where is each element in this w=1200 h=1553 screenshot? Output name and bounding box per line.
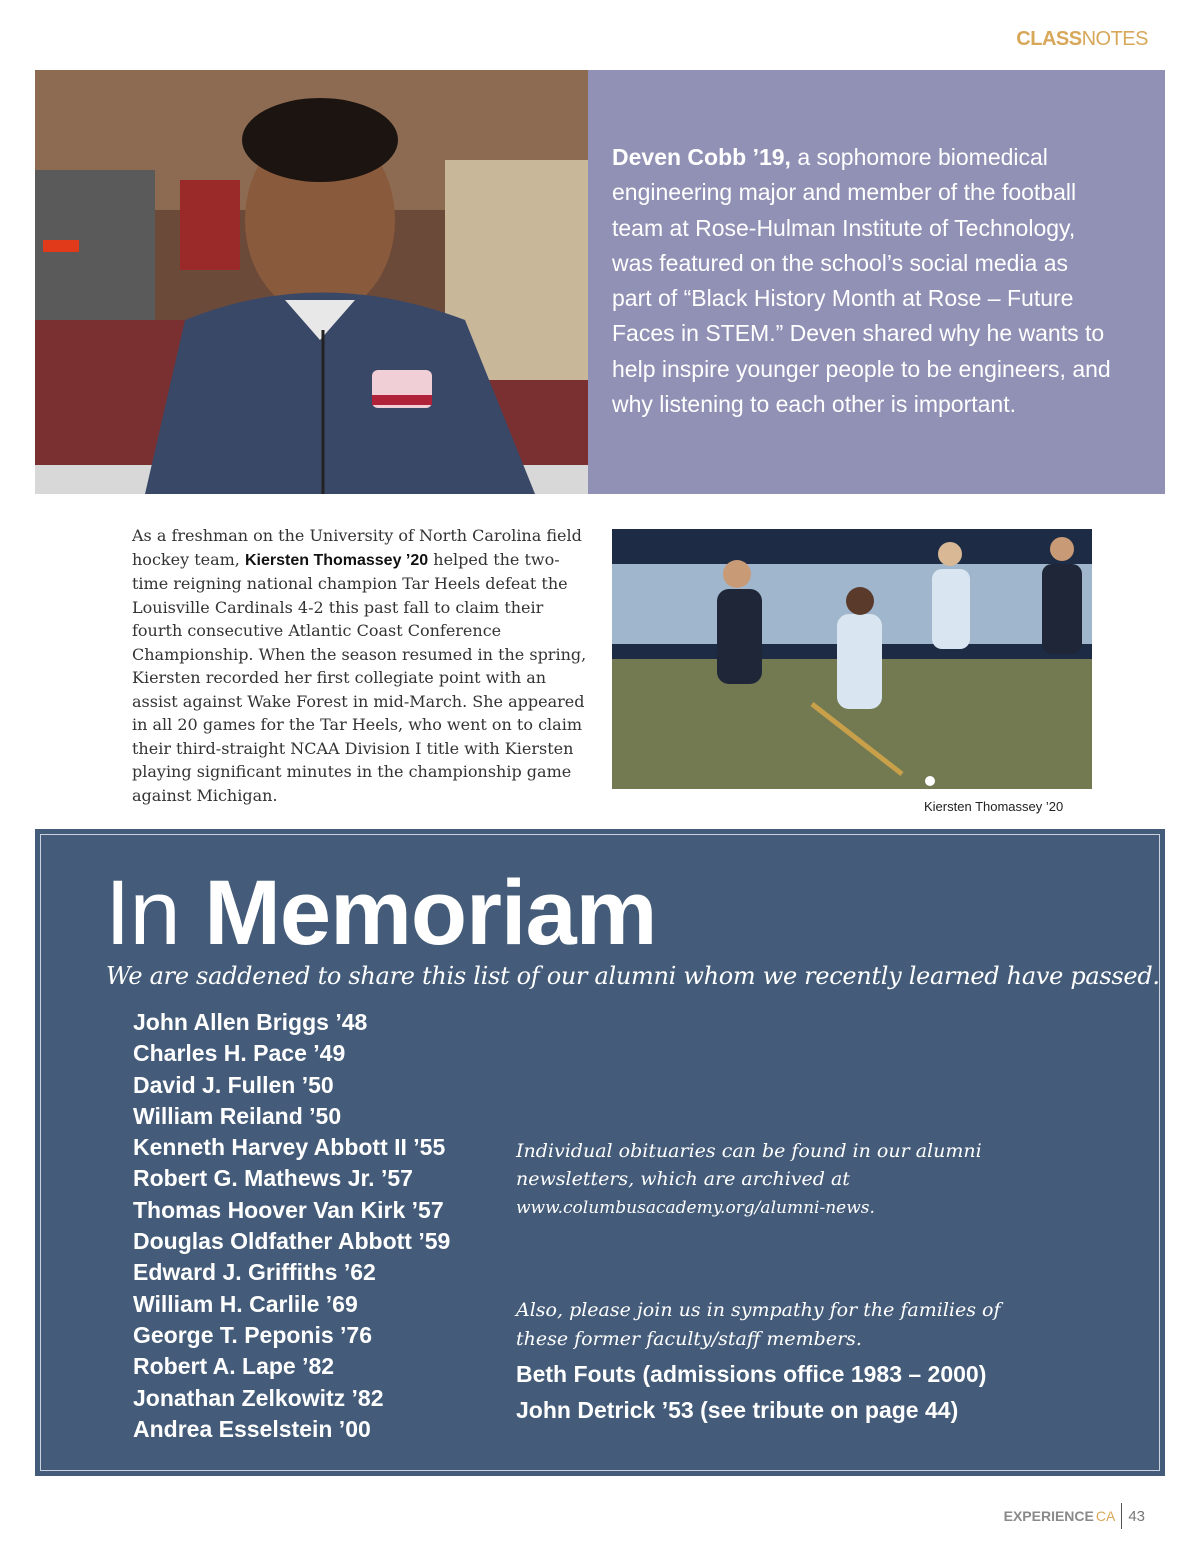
list-item: Jonathan Zelkowitz ’82 bbox=[133, 1384, 384, 1411]
photo-caption: Kiersten Thomassey ’20 bbox=[924, 799, 1064, 814]
obituary-url-link[interactable]: www.columbusacademy.org/alumni-news. bbox=[516, 1198, 875, 1218]
deven-feature-text bbox=[612, 140, 1112, 422]
obituary-note-text: Individual obituaries can be found in our alumni newsletters, which are archived at bbox=[516, 1140, 982, 1190]
deven-cobb-photo bbox=[35, 70, 588, 494]
kiersten-text-after: helped the two-time reigning national champion Tar Heels defeat the Louisville Cardinals 4-2 this past fall to claim their fourth consecutive Atlantic Coast Conference Championship. When the season resumed in the spring, Kiersten recorded her first collegiate point with an assist against Wake Forest in mid-March. She appeared in all 20 games for the Tar Heels, who went on to claim their third-straight NCAA Division I title with Kiersten playing significant minutes in the championship game against Michigan. bbox=[132, 549, 587, 805]
list-item: John Detrick ’53 (see tribute on page 44) bbox=[516, 1397, 959, 1423]
title-light: In bbox=[105, 862, 180, 964]
kiersten-feature-text bbox=[132, 524, 587, 807]
in-memoriam-title bbox=[105, 858, 656, 968]
list-item: John Allen Briggs ’48 bbox=[133, 1009, 368, 1035]
section-header bbox=[1016, 28, 1148, 51]
page-footer bbox=[1004, 1503, 1145, 1529]
section-header-light: NOTES bbox=[1081, 28, 1148, 50]
list-item: George T. Peponis ’76 bbox=[133, 1321, 373, 1348]
section-header-bold: CLASS bbox=[1016, 28, 1082, 50]
list-item: Charles H. Pace ’49 bbox=[133, 1040, 346, 1067]
list-item: Robert A. Lape ’82 bbox=[133, 1353, 335, 1380]
alumni-names-list bbox=[133, 1007, 450, 1445]
publication-name: EXPERIENCE bbox=[1003, 1508, 1094, 1524]
staff-names-list bbox=[516, 1356, 986, 1428]
list-item: Andrea Esselstein ’00 bbox=[133, 1415, 371, 1442]
title-bold: Memoriam bbox=[204, 862, 657, 964]
list-item: Beth Fouts (admissions office 1983 – 2000) bbox=[516, 1361, 987, 1387]
list-item: Robert G. Mathews Jr. ’57 bbox=[133, 1165, 413, 1192]
list-item: David J. Fullen ’50 bbox=[133, 1071, 334, 1098]
list-item: Kenneth Harvey Abbott II ’55 bbox=[133, 1134, 446, 1161]
list-item: Edward J. Griffiths ’62 bbox=[133, 1259, 376, 1286]
in-memoriam-subtitle: We are saddened to share this list of our alumni whom we recently learned have passed. bbox=[106, 962, 1160, 990]
deven-name: Deven Cobb ’19, bbox=[612, 144, 791, 170]
footer-divider bbox=[1121, 1503, 1122, 1529]
kiersten-text-before: As a freshman on the University of North Carolina field hockey team, bbox=[132, 526, 582, 569]
list-item: William H. Carlile ’69 bbox=[133, 1290, 358, 1317]
publication-accent: CA bbox=[1095, 1508, 1116, 1524]
list-item: Thomas Hoover Van Kirk ’57 bbox=[133, 1196, 444, 1223]
list-item: William Reiland ’50 bbox=[133, 1102, 342, 1129]
list-item: Douglas Oldfather Abbott ’59 bbox=[133, 1228, 451, 1255]
sympathy-note: Also, please join us in sympathy for the families of these former faculty/staff members. bbox=[516, 1299, 1001, 1350]
kiersten-name: Kiersten Thomassey ’20 bbox=[244, 551, 429, 569]
field-hockey-photo bbox=[612, 529, 1092, 789]
deven-description: a sophomore biomedical engineering major and member of the football team at Rose-Hulman Institute of Technology, was featured on the school’s social media as part of “Black History Month at Rose – Future Faces in STEM.” Deven shared why he wants to help inspire younger people to be engineers, and why listening to each other is important. bbox=[612, 144, 1111, 418]
page-number: 43 bbox=[1128, 1507, 1145, 1525]
obituary-note bbox=[516, 1137, 986, 1222]
